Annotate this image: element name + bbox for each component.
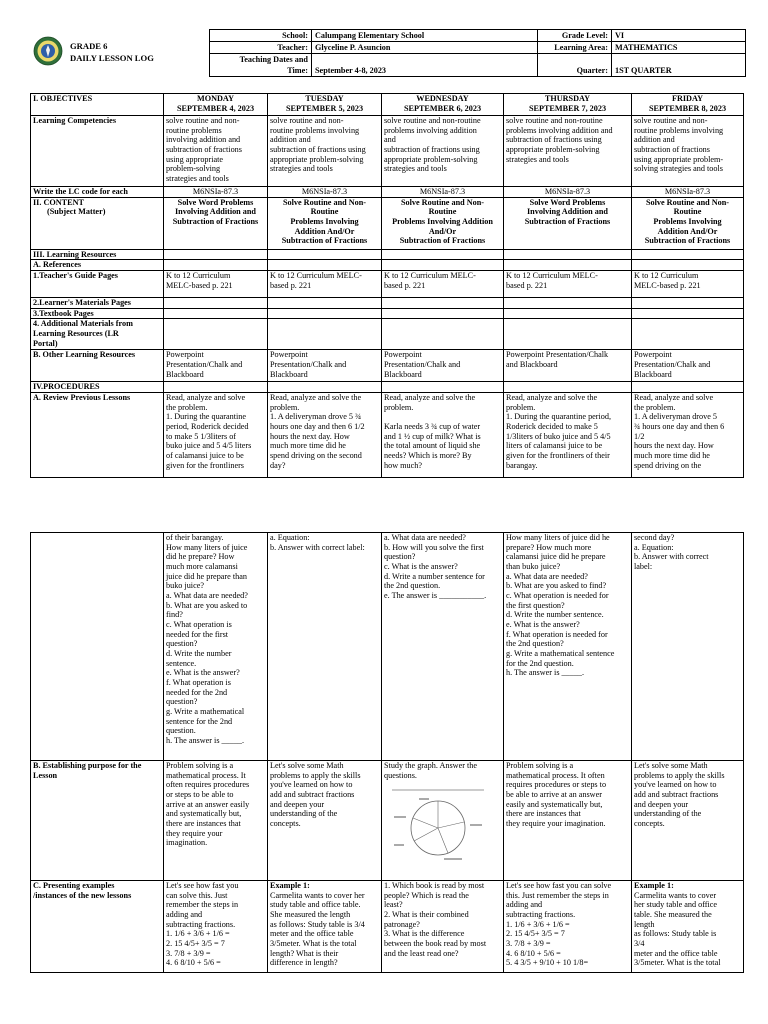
learners-materials-label: 2.Learner's Materials Pages: [31, 298, 164, 309]
table-row-content: [31, 197, 744, 249]
teachers-guide-thursday: K to 12 Curriculum MELC- based p. 221: [504, 271, 632, 298]
textbook-pages-label: 3.Textbook Pages: [31, 308, 164, 319]
lc-code-monday: M6NSIa-87.3: [164, 187, 268, 198]
review-cont-tuesday: a. Equation: b. Answer with correct label:: [268, 533, 382, 761]
learning-resources-heading: III. Learning Resources: [31, 249, 164, 260]
table-row-other-resources: [31, 350, 744, 382]
teachers-guide-friday: K to 12 Curriculum MELC-based p. 221: [632, 271, 744, 298]
content-thursday: Solve Word Problems Involving Addition and Subtraction of Fractions: [504, 197, 632, 249]
day-header-monday: MONDAY SEPTEMBER 4, 2023: [164, 94, 268, 116]
presenting-tuesday-heading: Example 1:: [270, 881, 310, 890]
presenting-tuesday-text: Carmelita wants to cover her study table and office table. She measured the length as follows: Study table is 3/4 meter and the office table 3/5meter. What is the total length? What is their difference in length?: [270, 890, 365, 968]
other-resources-monday: Powerpoint Presentation/Chalk and Blackboard: [164, 350, 268, 382]
purpose-friday: Let's solve some Math problems to apply the skills you've learned on how to add and subtract fractions and deepen your understanding of the concepts.: [632, 761, 744, 881]
review-tuesday: Read, analyze and solve the problem. 1. A deliveryman drove 5 ¾ hours one day and then 6 1/2 hours the next day. How much more time did he spend driving on the second day?: [268, 393, 382, 478]
presenting-label: C. Presenting examples /instances of the new lessons: [31, 881, 164, 973]
competencies-label: Learning Competencies: [31, 116, 164, 187]
review-cont-monday: of their barangay. How many liters of juice did he prepare? How much more calamansi juice did he prepare than buko juice? a. What data are needed? b. What are you asked to find? c. What operation is needed for the first question? d. Write the number sentence. e. What is the answer? f. What operation is needed for the 2nd question? g. Write a mathematical sentence for the 2nd question. h. The answer is _____.: [164, 533, 268, 761]
objectives-heading: I. OBJECTIVES: [31, 94, 164, 116]
content-label: II. CONTENT (Subject Matter): [31, 197, 164, 249]
day-header-tuesday: TUESDAY SEPTEMBER 5, 2023: [268, 94, 382, 116]
other-resources-tuesday: Powerpoint Presentation/Chalk and Blackboard: [268, 350, 382, 382]
teachers-guide-tuesday: K to 12 Curriculum MELC- based p. 221: [268, 271, 382, 298]
day-header-thursday: THURSDAY SEPTEMBER 7, 2023: [504, 94, 632, 116]
dates-label-line2: Time:: [287, 66, 308, 75]
other-resources-thursday: Powerpoint Presentation/Chalk and Blackboard: [504, 350, 632, 382]
teacher-label: Teacher:: [210, 42, 312, 54]
competency-wednesday: solve routine and non-routine problems involving addition and subtraction of fractions using appropriate problem-solving strategies and tools: [382, 116, 504, 187]
review-cont-thursday: How many liters of juice did he prepare? How much more calamansi juice did he prepare than buko juice? a. What data are needed? b. What are you asked to find? c. What operation is needed for the first question? d. Write the number sentence. e. What is the answer? f. What operation is needed for the 2nd question? g. Write a mathematical sentence for the 2nd question. h. The answer is _____.: [504, 533, 632, 761]
lc-code-thursday: M6NSIa-87.3: [504, 187, 632, 198]
lc-code-wednesday: M6NSIa-87.3: [382, 187, 504, 198]
other-resources-friday: Powerpoint Presentation/Chalk and Blackboard: [632, 350, 744, 382]
dates-value: September 4-8, 2023: [312, 54, 538, 77]
presenting-friday-text: Carmelita wants to cover her study table and office table. She measured the length as follows: Study table is 3/4 meter and the office table 3/5meter. What is the total: [634, 890, 721, 968]
table-row-review-continued: [31, 533, 744, 761]
competency-tuesday: solve routine and non- routine problems involving addition and subtraction of fractions using appropriate problem-solving strategies and tools: [268, 116, 382, 187]
lesson-log-table: [30, 93, 744, 478]
table-row-purpose: [31, 761, 744, 881]
presenting-friday: [632, 881, 744, 973]
book-readership-pie-chart: [386, 786, 490, 866]
content-monday: Solve Word Problems Involving Addition and Subtraction of Fractions: [164, 197, 268, 249]
lesson-log-table-continued: [30, 532, 744, 973]
review-wednesday: Read, analyze and solve the problem. Karla needs 3 ¾ cup of water and 1 ½ cup of milk? What is the total amount of liquid she needs? Which is more? By how much?: [382, 393, 504, 478]
additional-materials-label: 4. Additional Materials from Learning Resources (LR Portal): [31, 319, 164, 350]
lc-code-label: Write the LC code for each: [31, 187, 164, 198]
teachers-guide-wednesday: K to 12 Curriculum MELC- based p. 221: [382, 271, 504, 298]
content-friday: Solve Routine and Non- Routine Problems Involving Addition And/Or Subtraction of Fractions: [632, 197, 744, 249]
presenting-wednesday: 1. Which book is read by most people? Which is read the least? 2. What is their combined patronage? 3. What is the difference between the book read by most and the least read one?: [382, 881, 504, 973]
purpose-monday: Problem solving is a mathematical process. It often requires procedures or steps to be able to arrive at an answer easily and systematically but, there are instances that they require your imagination.: [164, 761, 268, 881]
quarter-value: 1ST QUARTER: [612, 54, 746, 77]
teachers-guide-label: 1.Teacher's Guide Pages: [31, 271, 164, 298]
purpose-label: B. Establishing purpose for the Lesson: [31, 761, 164, 881]
review-cont-friday: second day? a. Equation: b. Answer with correct label:: [632, 533, 744, 761]
other-resources-wednesday: Powerpoint Presentation/Chalk and Blackboard: [382, 350, 504, 382]
day-header-friday: FRIDAY SEPTEMBER 8, 2023: [632, 94, 744, 116]
teachers-guide-monday: K to 12 Curriculum MELC-based p. 221: [164, 271, 268, 298]
school-value: Calumpang Elementary School: [312, 30, 538, 42]
purpose-wednesday: [382, 761, 504, 881]
competency-monday: solve routine and non- routine problems involving addition and subtraction of fractions using appropriate problem-solving strategies and tools: [164, 116, 268, 187]
presenting-monday: Let's see how fast you can solve this. Just remember the steps in adding and subtracting fractions. 1. 1/6 + 3/6 + 1/6 = 2. 15 4/5+ 3/5 = 7 3. 7/8 + 3/9 = 4. 6 8/10 + 5/6 =: [164, 881, 268, 973]
review-label: A. Review Previous Lessons: [31, 393, 164, 478]
teacher-value: Glyceline P. Asuncion: [312, 42, 538, 54]
presenting-thursday: Let's see how fast you can solve this. Just remember the steps in adding and subtracting fractions. 1. 1/6 + 3/6 + 1/6 = 2. 15 4/5+ 3/5 = 7 3. 7/8 + 3/9 = 4. 6 8/10 + 5/6 = 5. 4 3/5 + 9/10 + 10 1/8=: [504, 881, 632, 973]
document-title: [70, 40, 154, 64]
dates-label-line1: Teaching Dates and: [239, 55, 308, 64]
presenting-friday-heading: Example 1:: [634, 881, 674, 890]
procedures-heading: IV.PROCEDURES: [31, 382, 164, 393]
review-cont-wednesday: a. What data are needed? b. How will you solve the first question? c. What is the answer? d. Write a number sentence for the 2nd question. e. The answer is ___________.: [382, 533, 504, 761]
other-resources-label: B. Other Learning Resources: [31, 350, 164, 382]
table-row-lc-code: [31, 187, 744, 198]
grade-title: GRADE 6: [70, 41, 108, 51]
school-label: School:: [210, 30, 312, 42]
dates-label: [210, 54, 312, 77]
header-info-table: [209, 29, 746, 77]
presenting-tuesday: [268, 881, 382, 973]
content-tuesday: Solve Routine and Non- Routine Problems Involving Addition And/Or Subtraction of Fractions: [268, 197, 382, 249]
grade-level-label: Grade Level:: [538, 30, 612, 42]
grade-level-value: VI: [612, 30, 746, 42]
competency-friday: solve routine and non- routine problems involving addition and subtraction of fractions using appropriate problem- solving strategies and tools: [632, 116, 744, 187]
lc-code-friday: M6NSIa-87.3: [632, 187, 744, 198]
learning-area-value: MATHEMATICS: [612, 42, 746, 54]
table-row-review: [31, 393, 744, 478]
deped-seal-logo: [33, 36, 63, 66]
day-header-wednesday: WEDNESDAY SEPTEMBER 6, 2023: [382, 94, 504, 116]
table-row-presenting: [31, 881, 744, 973]
references-heading: A. References: [31, 260, 164, 271]
purpose-tuesday: Let's solve some Math problems to apply the skills you've learned on how to add and subtract fractions and deepen your understanding of the concepts.: [268, 761, 382, 881]
table-row-teachers-guide: [31, 271, 744, 298]
content-wednesday: Solve Routine and Non- Routine Problems Involving Addition And/Or Subtraction of Fractions: [382, 197, 504, 249]
learning-area-label: Learning Area:: [538, 42, 612, 54]
purpose-thursday: Problem solving is a mathematical process. It often requires procedures or steps to be able to arrive at an answer easily and systematically but, there are instances that they require your imagination.: [504, 761, 632, 881]
quarter-label: Quarter:: [538, 54, 612, 77]
review-thursday: Read, analyze and solve the problem. 1. During the quarantine period, Roderick decided to make 5 1/3liters of buko juice and 5 4/5 liters of calamansi juice to be given for the frontliners of their barangay.: [504, 393, 632, 478]
daily-lesson-log-title: DAILY LESSON LOG: [70, 53, 154, 63]
lc-code-tuesday: M6NSIa-87.3: [268, 187, 382, 198]
table-row-competencies: [31, 116, 744, 187]
purpose-wednesday-text: Study the graph. Answer the questions.: [384, 761, 478, 780]
competency-thursday: solve routine and non-routine problems involving addition and subtraction of fractions using appropriate problem-solving strategies and tools: [504, 116, 632, 187]
review-monday: Read, analyze and solve the problem. 1. During the quarantine period, Roderick decided to make 5 1/3liters of buko juice and 5 4/5 liters of calamansi juice to be given for the frontliners: [164, 393, 268, 478]
review-friday: Read, analyze and solve the problem. 1. A deliveryman drove 5 ¾ hours one day and then 6 1/2 hours the next day. How much more time did he spend driving on the: [632, 393, 744, 478]
